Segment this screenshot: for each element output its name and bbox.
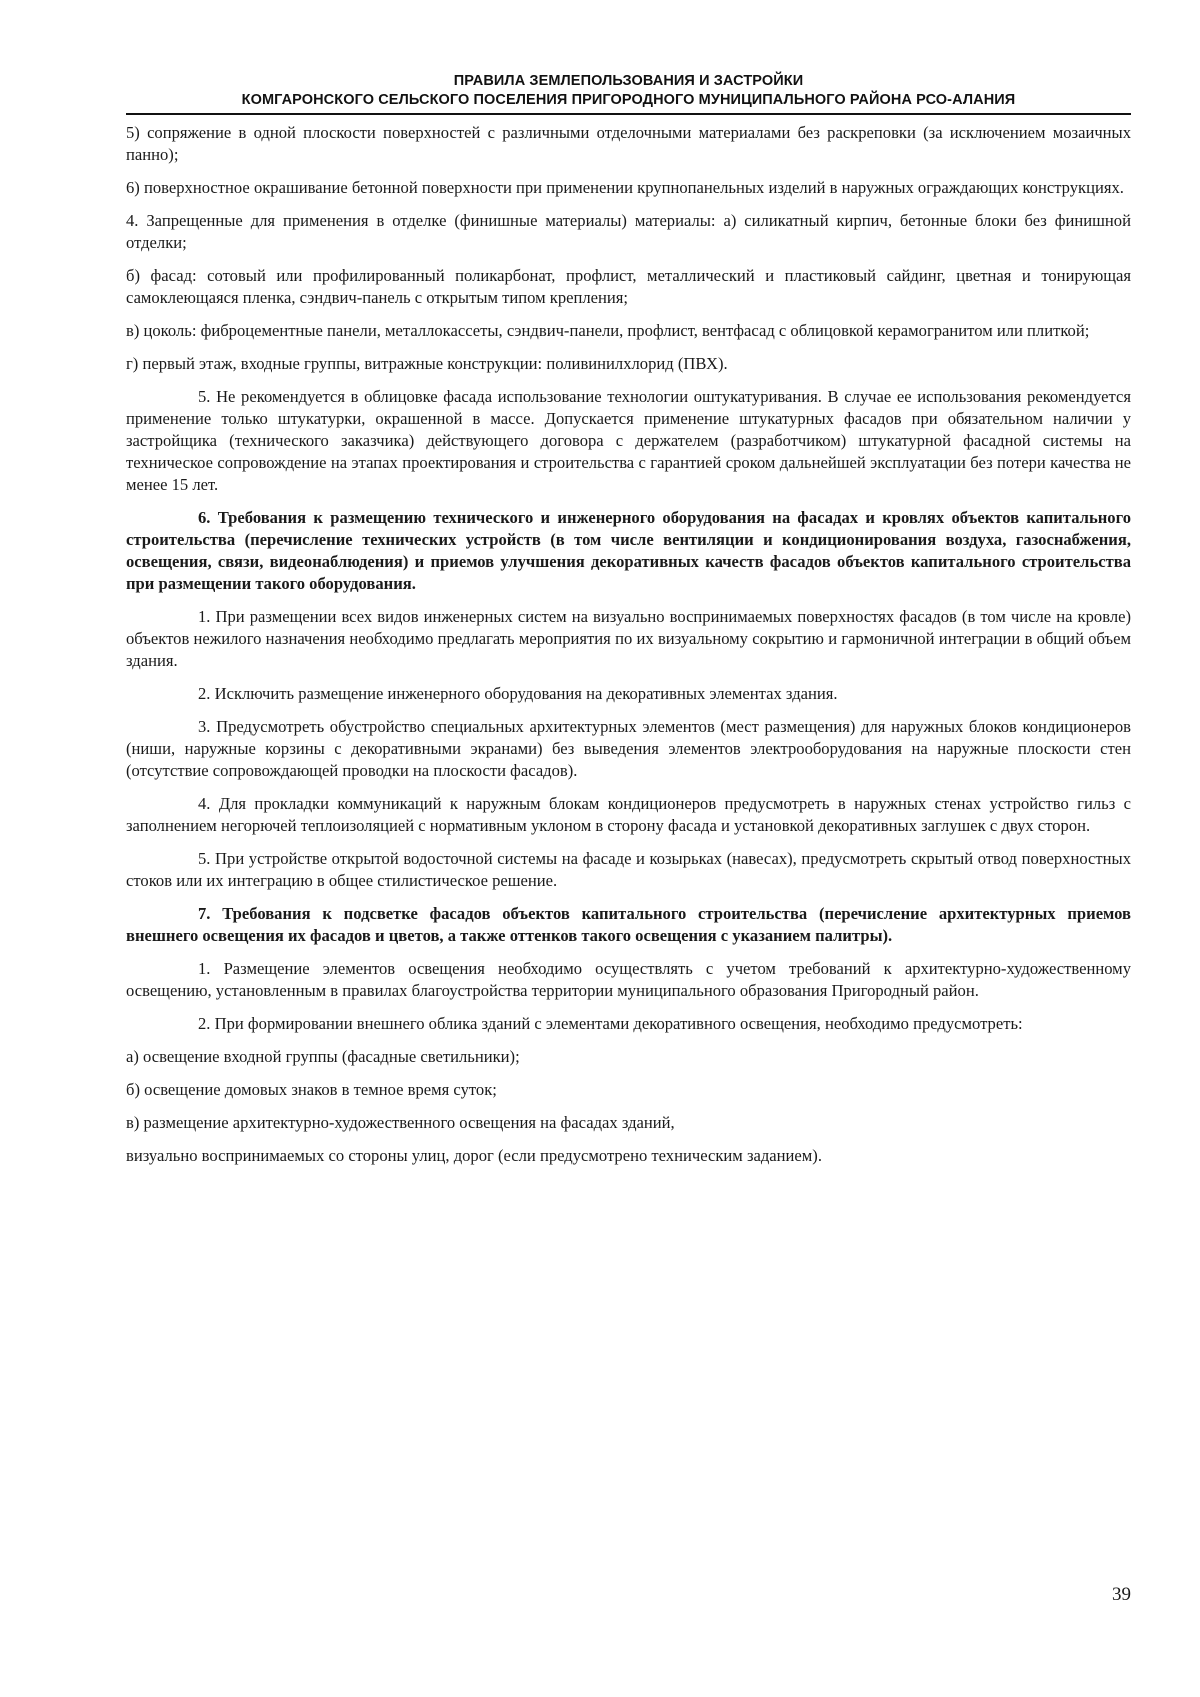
paragraph-lighting-a: а) освещение входной группы (фасадные светильники); (126, 1047, 520, 1066)
header-rule (126, 113, 1131, 115)
header-title: ПРАВИЛА ЗЕМЛЕПОЛЬЗОВАНИЯ И ЗАСТРОЙКИ (453, 73, 804, 89)
document-page (126, 0, 1131, 1697)
paragraph-lighting-b: б) освещение домовых знаков в темное время суток; (126, 1080, 497, 1099)
section-heading-6: 6. Требования к размещению технического и инженерного оборудования на фасадах и кровлях объектов капитального строительства (перечисление технических устройств (в том числе вентиляции и кондиционирования воздуха, газоснабжения, освещения, связи, видеонаблюдения) и приемов улучшения декоративных качеств фасадов объектов капитального строительства при размещении такого оборудования. (126, 508, 1131, 593)
running-header (126, 72, 1131, 110)
body-text (126, 122, 1131, 1167)
paragraph-item-6: 6) поверхностное окрашивание бетонной поверхности при применении крупнопанельных изделий в наружных ограждающих конструкциях. (126, 178, 1124, 197)
paragraph-engineering-5: 5. При устройстве открытой водосточной системы на фасаде и козырьках (навесах), предусмотреть скрытый отвод поверхностных стоков или их интеграцию в общее стилистическое решение. (126, 849, 1131, 890)
paragraph-prohibited-materials: 4. Запрещенные для применения в отделке (финишные материалы) материалы: а) силикатный кирпич, бетонные блоки без финишной отделки; (126, 211, 1131, 252)
paragraph-first-floor: г) первый этаж, входные группы, витражные конструкции: поливинилхлорид (ПВХ). (126, 354, 728, 373)
section-heading-7: 7. Требования к подсветке фасадов объектов капитального строительства (перечисление архитектурных приемов внешнего освещения их фасадов и цветов, а также оттенков такого освещения с указанием палитры). (126, 904, 1131, 945)
paragraph-lighting-c: в) размещение архитектурно-художественного освещения на фасадах зданий, (126, 1113, 675, 1132)
paragraph-facade: б) фасад: сотовый или профилированный поликарбонат, профлист, металлический и пластиковый сайдинг, цветная и тонирующая самоклеющаяся пленка, сэндвич-панель с открытым типом крепления; (126, 266, 1131, 307)
paragraph-plaster: 5. Не рекомендуется в облицовке фасада использование технологии оштукатуривания. В случае ее использования рекомендуется применение только штукатурки, окрашенной в массе. Допускается применение штукатурных фасадов при обязательном наличии у застройщика (технического заказчика) действующего договора с держателем (разработчиком) штукатурной фасадной системы на техническое сопровождение на этапах проектирования и строительства с гарантией сроком дальнейшей эксплуатации без потери качества не менее 15 лет. (126, 387, 1131, 494)
paragraph-item-5: 5) сопряжение в одной плоскости поверхностей с различными отделочными материалами без раскреповки (за исключением мозаичных панно); (126, 123, 1131, 164)
page-number: 39 (1112, 1584, 1131, 1605)
paragraph-plinth: в) цоколь: фиброцементные панели, металлокассеты, сэндвич-панели, профлист, вентфасад с облицовкой керамогранитом или плиткой; (126, 321, 1090, 340)
paragraph-lighting-2: 2. При формировании внешнего облика зданий с элементами декоративного освещения, необходимо предусмотреть: (198, 1014, 1023, 1033)
paragraph-engineering-3: 3. Предусмотреть обустройство специальных архитектурных элементов (мест размещения) для наружных блоков кондиционеров (ниши, наружные корзины с декоративными экранами) без выведения элементов электрооборудования на наружные плоскости стен (отсутствие сопровождающей проводки на плоскости фасадов). (126, 717, 1131, 780)
paragraph-engineering-2: 2. Исключить размещение инженерного оборудования на декоративных элементах здания. (198, 684, 838, 703)
paragraph-lighting-c-cont: визуально воспринимаемых со стороны улиц, дорог (если предусмотрено техническим заданием). (126, 1146, 822, 1165)
paragraph-lighting-1: 1. Размещение элементов освещения необходимо осуществлять с учетом требований к архитектурно-художественному освещению, установленным в правилах благоустройства территории муниципального образования Пригородный район. (126, 959, 1131, 1000)
paragraph-engineering-4: 4. Для прокладки коммуникаций к наружным блокам кондиционеров предусмотреть в наружных стенах устройство гильз с заполнением негорючей теплоизоляцией с нормативным уклоном в сторону фасада и установкой декоративных заглушек с двух сторон. (126, 794, 1131, 835)
paragraph-engineering-1: 1. При размещении всех видов инженерных систем на визуально воспринимаемых поверхностях фасадов (в том числе на кровле) объектов нежилого назначения необходимо предлагать мероприятия по их визуальному сокрытию и гармоничной интеграции в общий объем здания. (126, 607, 1131, 670)
header-subtitle: КОМГАРОНСКОГО СЕЛЬСКОГО ПОСЕЛЕНИЯ ПРИГОРОДНОГО МУНИЦИПАЛЬНОГО РАЙОНА РСО-АЛАНИЯ (241, 92, 1016, 108)
